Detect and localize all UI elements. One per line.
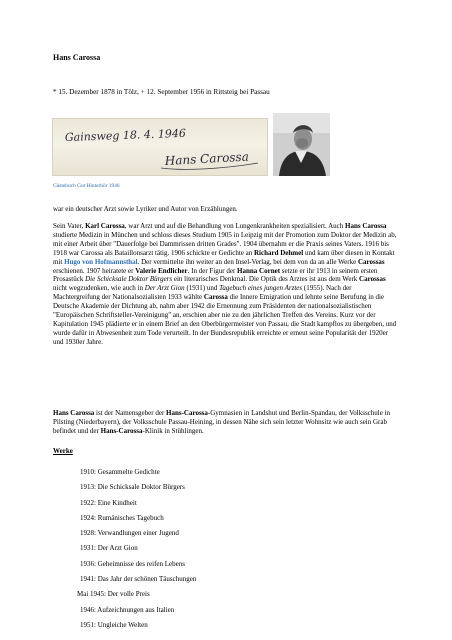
work-item: 1951: Ungleiche Welten [80, 620, 148, 629]
signature-image [52, 118, 268, 176]
bio-text: . Der vermittelte ihn weiter an den Insel-Verlag, bei dem von da an alle Werke [137, 257, 358, 266]
bio-text: nicht wegzudenken, wie auch in [53, 284, 145, 293]
work-item: 1931: Der Arzt Gion [80, 544, 138, 553]
clinic-name: Hans-Carossa [100, 426, 143, 435]
bio-text: erschienen. 1907 heiratete er [53, 266, 136, 275]
author-name: Hans Carossa [53, 409, 95, 417]
signature-line-2: Hans Carossa [164, 149, 250, 168]
namesake-paragraph [53, 409, 398, 436]
work-title: Die Schicksale Doktor Bürgers [85, 275, 173, 284]
author-name: Hans Carossa [345, 222, 387, 230]
intro-paragraph: war ein deutscher Arzt sowie Lyriker und Autor von Erzählungen. [53, 205, 238, 213]
work-title: Tagebuch eines jungen Arztes [219, 284, 303, 293]
bio-text: die Innere Emigration und lehnte seine Berufung in die Deutsche Akademie der Dichtung ab, nahm aber 1942 die Ernennung zum Präsidenten der nationalsozialistischen "Europäischen Schriftsteller-Vereinigung" an, erschien aber nie zu den jährlichen Treffen des Vereins. Kurz vor der Kapitulation 1945 plädierte er in einem Brief an den Oberbürgermeister von Passau, die Stadt kampflos zu übergeben, und wurde dafür in Abwesenheit zum Tode verurteilt. In der Bundesrepublik erreichte er erneut seine Popularität der 1920er und 1930er Jahre. [53, 293, 397, 346]
bio-text: studierte Medizin in München und schloss dieses Studium 1905 in Leipzig mit der Promotion zum Doktor der Medizin ab, mit einer Arbeit über "Dauerfolge bei Dammrissen dritten Grades". 1904 übernahm er die Praxis seines Vaters. 1916 bis 1918 war Carossa als Bataillonsarzt tätig. 1906 schickte er Gedichte an [53, 230, 397, 257]
bio-text: , war Arzt und auf die Behandlung von Lungenkrankheiten spezialisiert. Auch [124, 222, 346, 230]
namesake-text: -Gymnasien in Landshut und Berlin-Spandau, der Volksschule in Pilsting (Niederbayern), der Volksschule Passau-Heining, in dessen Nähe sich sein letzter Wohnsitz wie auch sein Grab befindet und der [53, 409, 391, 435]
work-item: 1928: Verwandlungen einer Jugend [80, 529, 179, 538]
author-name: Carossas [359, 275, 386, 284]
namesake-text: ist der Namensgeber der [94, 409, 167, 417]
handwriting-graphic [53, 119, 267, 175]
bio-text: (1955). Nach der Machtergreifung der Nationalsozialisten 1933 wählte [53, 284, 352, 302]
cornet-name: Hanna Cornet [237, 266, 281, 275]
work-title: Der Arzt Gion [144, 284, 185, 293]
father-name: Karl Carossa [85, 222, 125, 230]
works-list [77, 468, 197, 636]
work-item: 1913: Die Schicksale Doktor Bürgers [80, 483, 185, 492]
life-dates: * 15. Dezember 1878 in Tölz, + 12. September 1956 in Rittsteig bei Passau [53, 88, 270, 96]
work-item: 1910: Gesammelte Gedichte [80, 468, 160, 476]
namesake-text: -Klinik in Stühlingen. [142, 426, 204, 435]
bio-text: ein literarisches Denkmal. Die Optik des Arztes ist aus dem Werk [172, 275, 360, 284]
dehmel-name: Richard Dehmel [254, 248, 304, 257]
work-item: 1941: Das Jahr der schönen Täuschungen [80, 575, 197, 584]
wife-name: Valerie Endlicher [135, 266, 188, 275]
signature-line-1: Gainsweg 18. 4. 1946 [64, 126, 187, 144]
work-item: 1946: Aufzeichnungen aus Italien [80, 605, 175, 614]
bio-text: und kam über diesen in Kontakt mit [53, 248, 395, 266]
work-item: 1924: Rumänisches Tagebuch [80, 513, 164, 522]
bio-text: (1931) und [184, 284, 220, 293]
author-name: Carossas [357, 257, 385, 266]
hofmannsthal-link[interactable]: Hugo von Hofmannsthal [64, 257, 138, 266]
biography-paragraph [53, 222, 398, 347]
bio-text: setzte er ihr 1913 in seinem ersten Prosastück [53, 266, 378, 284]
bio-text: . In der Figur der [187, 266, 238, 275]
bio-text: Sein Vater, [53, 222, 86, 230]
author-name: Carossa [203, 293, 228, 302]
work-item: 1936: Geheimnisse des reifen Lebens [80, 559, 185, 568]
portrait-graphic [273, 113, 330, 176]
page-title: Hans Carossa [53, 53, 101, 62]
work-item: 1922: Eine Kindheit [80, 498, 137, 507]
gymnasium-name: Hans-Carossa [166, 409, 208, 417]
work-item: Mai 1945: Der volle Preis [77, 590, 150, 599]
works-heading: Werke [53, 447, 73, 455]
portrait-photo [273, 113, 330, 176]
image-caption: Gästebuch Gut Hinterhör 1946 [53, 183, 120, 189]
